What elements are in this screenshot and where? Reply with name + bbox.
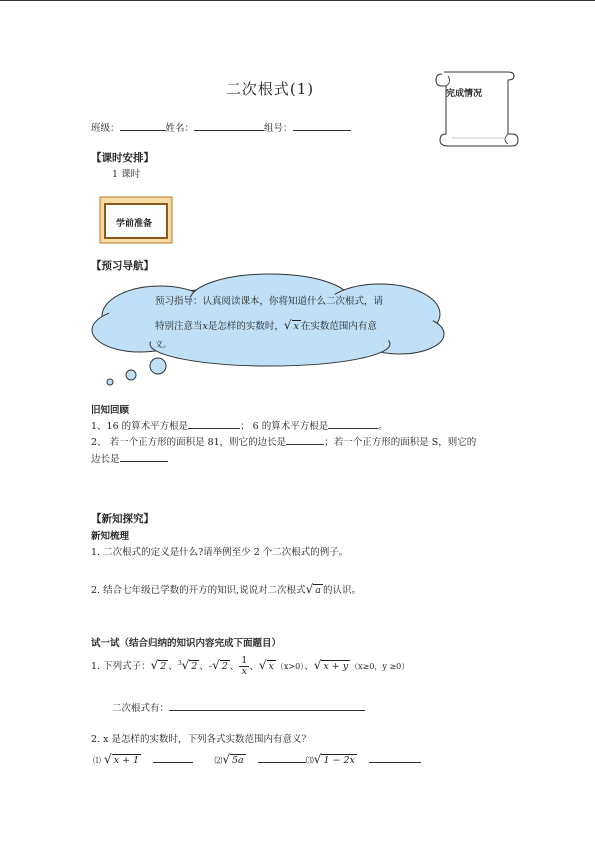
review-q1-blank-1[interactable]: [188, 418, 240, 429]
expr-sqrt-2: 2: [160, 661, 167, 673]
sep-3: 、: [229, 661, 240, 673]
review-q2-text-a: 2、 若一个正方形的面积是 81，则它的边长是: [91, 437, 287, 448]
schedule-heading: 【课时安排】: [91, 152, 154, 164]
trial-answer-label: 二次根式有：: [112, 703, 170, 714]
review-q2-blank-1[interactable]: [286, 434, 324, 445]
group-blank[interactable]: [293, 120, 351, 131]
neg-sign: -: [208, 661, 213, 673]
expr-sqrt-x: x: [268, 661, 274, 673]
schedule-value: 1 课时: [112, 169, 141, 180]
sep-5: 、: [304, 661, 314, 673]
part-2-blank[interactable]: [258, 752, 306, 763]
expr-frac: [239, 656, 249, 677]
group-label: 组号：: [264, 123, 293, 134]
sep-1: 、: [168, 661, 178, 673]
trial-q1: 1. 下列式子：√ 2 、$^3$√ 2 、-√ 2 、 $\frac{1}{x}$ 、√ x （x>0）、√ x + y （x≥0，y ≥0）: [91, 655, 410, 678]
part-1-label: ⑴: [93, 756, 101, 765]
part-2-expr: 5a: [231, 755, 244, 766]
expr-cube-index: 3: [177, 660, 182, 667]
preview-heading: 【预习导航】: [91, 260, 154, 272]
part-1-blank[interactable]: [153, 752, 193, 763]
expr-sqrt-xy: x + y: [323, 661, 349, 673]
trial-heading: 试一试（结合归纳的知识内容完成下面题目）: [91, 638, 282, 649]
class-blank[interactable]: [120, 120, 166, 131]
part-3-label: ⑶: [305, 756, 314, 765]
info-line: [91, 120, 351, 134]
review-q2-blank-2[interactable]: [120, 451, 168, 462]
explore-q2-text-b: 的认识。: [322, 585, 361, 596]
preview-var-x: x: [202, 321, 208, 332]
explore-q2: 2. 结合七年级已学数的开方的知识,说说对二次根式√ a 的认识。: [91, 582, 361, 596]
part-2-label: ⑵: [214, 756, 223, 765]
preview-line-1: 预习指导：认真阅读课本，你将知道什么二次根式，请: [155, 296, 384, 307]
scroll-decoration: [432, 68, 522, 150]
name-label: 姓名：: [165, 123, 195, 134]
expr-xy-cond: （x≥0，y ≥0）: [350, 662, 410, 672]
review-q2-text-c: 边长是: [91, 454, 120, 465]
prep-label: 学前准备: [116, 219, 153, 229]
preview-line-2: 特别注意当x是怎样的实数时，√ x 在实数范围内有意: [155, 318, 377, 332]
trial-answer-blank[interactable]: [169, 700, 365, 711]
preview-line-2b: 是怎样的实数时，: [207, 321, 284, 332]
sep-2: 、: [199, 661, 209, 673]
review-heading: 旧知回顾: [91, 405, 130, 416]
frac-num: 1: [241, 655, 248, 667]
expr-x-cond: （x>0）: [275, 662, 305, 672]
page-title: 二次根式(1): [225, 80, 315, 98]
expr-cbrt-2: 2: [191, 661, 198, 673]
sep-4: 、: [249, 661, 259, 673]
class-label: 班级：: [91, 123, 120, 134]
name-blank[interactable]: [194, 120, 264, 131]
frac-den: x: [241, 666, 247, 678]
explore-heading: 【新知探究】: [91, 513, 154, 525]
review-q2-text-b: ；若一个正方形的面积是 S，则它的: [324, 437, 477, 448]
part-1-expr: x + 1: [113, 755, 140, 766]
review-q2: [91, 434, 476, 448]
review-q1-text-c: 。: [378, 421, 388, 432]
preview-line-2c: 在实数范围内有意: [300, 321, 377, 332]
trial-q1-prefix: 1. 下列式子：: [91, 661, 151, 673]
explore-q2-text-a: 2. 结合七年级已学数的开方的知识,说说对二次根式: [91, 585, 306, 596]
expr-neg-sqrt-2: 2: [221, 661, 228, 673]
part-3-expr: 1 − 2x: [323, 755, 355, 766]
review-q1-text-b: ； 6 的算术平方根是: [240, 421, 329, 432]
explore-q2-radical: a: [315, 585, 321, 596]
review-q2-cont: [91, 451, 168, 465]
explore-q1: 1. 二次根式的定义是什么?请举例至少 2 个二次根式的例子。: [91, 547, 349, 558]
explore-sub: 新知梳理: [91, 531, 130, 542]
preview-line-2a: 特别注意当: [155, 321, 203, 332]
preview-radical-x: x: [293, 321, 299, 332]
scroll-label: 完成情况: [446, 89, 483, 99]
part-3-blank[interactable]: [369, 752, 421, 763]
top-rule: [0, 0, 595, 1]
trial-answer: [112, 700, 365, 714]
review-q1-blank-2[interactable]: [328, 418, 378, 429]
review-q1: [91, 418, 388, 432]
preview-line-3: 义。: [155, 340, 171, 349]
trial-parts: ⑴ √ x + 1 ⑵√ 5a ⑶√ 1 − 2x: [93, 752, 421, 766]
review-q1-text-a: 1、16 的算术平方根是: [91, 421, 189, 432]
trial-q2: 2. x 是怎样的实数时，下列各式实数范围内有意义？: [91, 734, 311, 745]
